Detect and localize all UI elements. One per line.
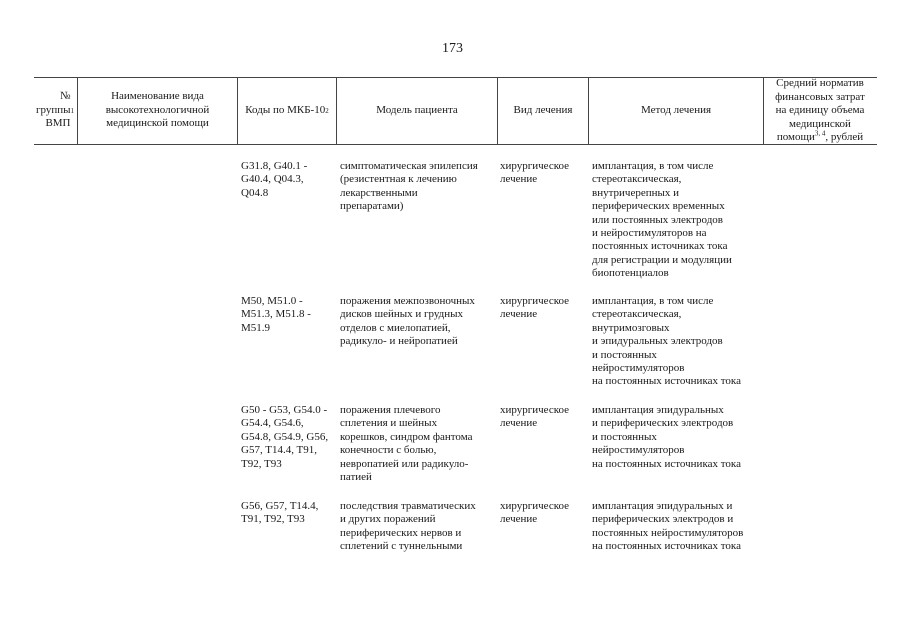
cell-icd-codes: G56, G57, T14.4, T91, T92, T93 xyxy=(241,500,319,526)
header-treatment-method: Метод лечения xyxy=(640,103,712,116)
cell-treatment-type: хирургическое лечение xyxy=(500,500,570,526)
cell-patient-model: поражения межпозвоночных дисков шейных и грудных отделов с миелопатией, радикуло- и нейропатией xyxy=(340,295,475,348)
cell-treatment-method: имплантация эпидуральных и периферических электродов и постоянных нейростимуляторов на постоянных источниках тока xyxy=(592,500,744,553)
cell-treatment-type: хирургическое лечение xyxy=(500,160,570,186)
header-care-type-name: Наименование вида высокотехнологичной медицинской помощи xyxy=(105,90,210,130)
header-icd-codes-text: Коды по МКБ-10 xyxy=(245,103,326,116)
cell-patient-model: симптоматическая эпилепсия (резистентная к лечению лекарственными препаратами) xyxy=(340,160,478,213)
cell-patient-model: поражения плечевого сплетения и шейных корешков, синдром фантома конечности с болью, невропатией или радикуло- патией xyxy=(340,404,473,484)
footnote-mark: 3, 4 xyxy=(814,129,826,138)
header-icd-codes: Коды по МКБ-10 2 xyxy=(245,103,329,116)
cell-treatment-method: имплантация, в том числе стереотаксическая, внутричерепных и периферических временных или постоянных электродов и нейростимуляторов на постоянных источниках тока для регистрации и модуляции биопотенциалов xyxy=(592,160,732,280)
cell-treatment-type: хирургическое лечение xyxy=(500,295,570,321)
header-financial-norm-unit: , рублей xyxy=(825,131,864,143)
cell-icd-codes: G31.8, G40.1 - G40.4, Q04.3, Q04.8 xyxy=(241,160,308,199)
cell-icd-codes: G50 - G53, G54.0 - G54.4, G54.6, G54.8, G54.9, G56, G57, T14.4, T91, T92, T93 xyxy=(241,404,329,470)
header-patient-model: Модель пациента xyxy=(376,103,458,116)
cell-treatment-method: имплантация, в том числе стереотаксическая, внутримозговых и эпидуральных электродов и постоянных нейростимуляторов на постоянных источниках тока xyxy=(592,295,741,388)
cell-icd-codes: M50, M51.0 - M51.3, M51.8 - M51.9 xyxy=(241,295,311,334)
header-financial-norm xyxy=(764,77,876,144)
header-treatment-type: Вид лечения xyxy=(513,103,573,116)
cell-treatment-method: имплантация эпидуральных и периферических электродов и постоянных нейростимуляторов на постоянных источниках тока xyxy=(592,404,741,470)
header-bottom-rule xyxy=(34,144,877,145)
header-group-number: № группы ВМП 1 xyxy=(35,90,74,130)
cell-patient-model: последствия травматических и других поражений периферических нервов и сплетений с туннельными xyxy=(340,500,476,553)
header-financial-norm-text: Средний норматив финансовых затрат на единицу объема медицинской помощи xyxy=(775,77,865,143)
page-number: 173 xyxy=(442,41,463,56)
cell-treatment-type: хирургическое лечение xyxy=(500,404,570,430)
header-group-number-text: № группы ВМП xyxy=(35,90,71,130)
